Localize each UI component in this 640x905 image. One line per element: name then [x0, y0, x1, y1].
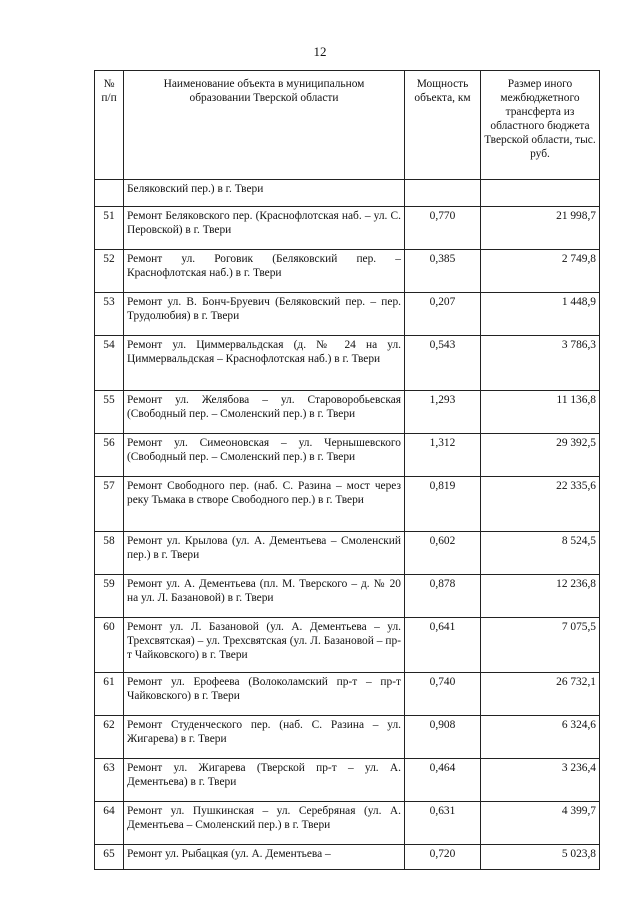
- row-capacity: 0,543: [405, 336, 481, 391]
- table-row: [95, 618, 600, 673]
- row-number: 55: [95, 391, 124, 434]
- table-row: [95, 532, 600, 575]
- table-row: [95, 759, 600, 802]
- continuation-capacity: [405, 180, 481, 207]
- row-object-name: Ремонт Студенческого пер. (наб. С. Разина – ул. Жигарева) в г. Твери: [124, 716, 405, 759]
- table-row: [95, 336, 600, 391]
- table-row: [95, 802, 600, 845]
- row-capacity: 1,293: [405, 391, 481, 434]
- table-row: [95, 673, 600, 716]
- row-capacity: 1,312: [405, 434, 481, 477]
- table-row: [95, 477, 600, 532]
- row-transfer-amount: 4 399,7: [481, 802, 600, 845]
- row-object-name: Ремонт ул. Крылова (ул. А. Дементьева – Смоленский пер.) в г. Твери: [124, 532, 405, 575]
- row-transfer-amount: 3 236,4: [481, 759, 600, 802]
- row-transfer-amount: 22 335,6: [481, 477, 600, 532]
- row-transfer-amount: 5 023,8: [481, 845, 600, 870]
- row-object-name: Ремонт ул. Пушкинская – ул. Серебряная (ул. А. Дементьева – Смоленский пер.) в г. Твери: [124, 802, 405, 845]
- row-number: 54: [95, 336, 124, 391]
- table-header-row: [95, 71, 600, 180]
- row-number: 63: [95, 759, 124, 802]
- header-number: № п/п: [95, 71, 124, 180]
- row-number: 52: [95, 250, 124, 293]
- continuation-text: Беляковский пер.) в г. Твери: [124, 180, 405, 207]
- table-row: [95, 293, 600, 336]
- row-capacity: 0,385: [405, 250, 481, 293]
- row-capacity: 0,720: [405, 845, 481, 870]
- row-number: 65: [95, 845, 124, 870]
- row-capacity: 0,740: [405, 673, 481, 716]
- row-capacity: 0,908: [405, 716, 481, 759]
- row-capacity: 0,770: [405, 207, 481, 250]
- objects-table: [94, 70, 600, 870]
- row-number: 53: [95, 293, 124, 336]
- header-transfer-amount: Размер иного межбюджетного трансферта из областного бюджета Тверской области, тыс. руб.: [481, 71, 600, 180]
- page-number: 12: [313, 44, 327, 59]
- row-number: 51: [95, 207, 124, 250]
- table-body: [95, 207, 600, 870]
- continuation-row: [95, 180, 600, 207]
- row-number: 60: [95, 618, 124, 673]
- header-object-name: Наименование объекта в муниципальном образовании Тверской области: [124, 71, 405, 180]
- row-number: 64: [95, 802, 124, 845]
- row-object-name: Ремонт ул. Ерофеева (Волоколамский пр-т – пр-т Чайковского) в г. Твери: [124, 673, 405, 716]
- row-object-name: Ремонт ул. Циммервальдская (д. № 24 на ул. Циммервальдская – Краснофлотская наб.) в г. Твери: [124, 336, 405, 391]
- table-row: [95, 845, 600, 870]
- row-capacity: 0,602: [405, 532, 481, 575]
- row-number: 62: [95, 716, 124, 759]
- row-capacity: 0,464: [405, 759, 481, 802]
- table-row: [95, 250, 600, 293]
- row-transfer-amount: 1 448,9: [481, 293, 600, 336]
- row-object-name: Ремонт ул. Роговик (Беляковский пер. – Краснофлотская наб.) в г. Твери: [124, 250, 405, 293]
- header-capacity: Мощность объекта, км: [405, 71, 481, 180]
- table-row: [95, 434, 600, 477]
- table-row: [95, 391, 600, 434]
- row-transfer-amount: 11 136,8: [481, 391, 600, 434]
- continuation-amount: [481, 180, 600, 207]
- row-transfer-amount: 21 998,7: [481, 207, 600, 250]
- table-row: [95, 207, 600, 250]
- table-row: [95, 716, 600, 759]
- row-object-name: Ремонт ул. Симеоновская – ул. Чернышевского (Свободный пер. – Смоленский пер.) в г. Твери: [124, 434, 405, 477]
- row-capacity: 0,878: [405, 575, 481, 618]
- row-number: 58: [95, 532, 124, 575]
- row-transfer-amount: 7 075,5: [481, 618, 600, 673]
- row-capacity: 0,641: [405, 618, 481, 673]
- row-number: 56: [95, 434, 124, 477]
- row-object-name: Ремонт ул. В. Бонч-Бруевич (Беляковский пер. – пер. Трудолюбия) в г. Твери: [124, 293, 405, 336]
- row-object-name: Ремонт ул. Желябова – ул. Староворобьевская (Свободный пер. – Смоленский пер.) в г. Твери: [124, 391, 405, 434]
- row-transfer-amount: 26 732,1: [481, 673, 600, 716]
- row-transfer-amount: 3 786,3: [481, 336, 600, 391]
- row-number: 61: [95, 673, 124, 716]
- row-capacity: 0,631: [405, 802, 481, 845]
- row-object-name: Ремонт ул. Л. Базановой (ул. А. Дементьева – ул. Трехсвятская) – ул. Трехсвятская (ул. Л. Базановой – пр-т Чайковского) в г. Твери: [124, 618, 405, 673]
- row-number: 57: [95, 477, 124, 532]
- row-object-name: Ремонт ул. А. Дементьева (пл. М. Тверского – д. № 20 на ул. Л. Базановой) в г. Твери: [124, 575, 405, 618]
- row-transfer-amount: 2 749,8: [481, 250, 600, 293]
- table-row: [95, 575, 600, 618]
- row-object-name: Ремонт Свободного пер. (наб. С. Разина – мост через реку Тьмака в створе Свободного пер.) в г. Твери: [124, 477, 405, 532]
- row-object-name: Ремонт Беляковского пер. (Краснофлотская наб. – ул. С. Перовской) в г. Твери: [124, 207, 405, 250]
- row-capacity: 0,207: [405, 293, 481, 336]
- row-object-name: Ремонт ул. Жигарева (Тверской пр-т – ул. А. Дементьева) в г. Твери: [124, 759, 405, 802]
- row-object-name: Ремонт ул. Рыбацкая (ул. А. Дементьева –: [124, 845, 405, 870]
- row-capacity: 0,819: [405, 477, 481, 532]
- row-transfer-amount: 6 324,6: [481, 716, 600, 759]
- row-number: 59: [95, 575, 124, 618]
- row-transfer-amount: 29 392,5: [481, 434, 600, 477]
- row-transfer-amount: 12 236,8: [481, 575, 600, 618]
- row-transfer-amount: 8 524,5: [481, 532, 600, 575]
- continuation-number: [95, 180, 124, 207]
